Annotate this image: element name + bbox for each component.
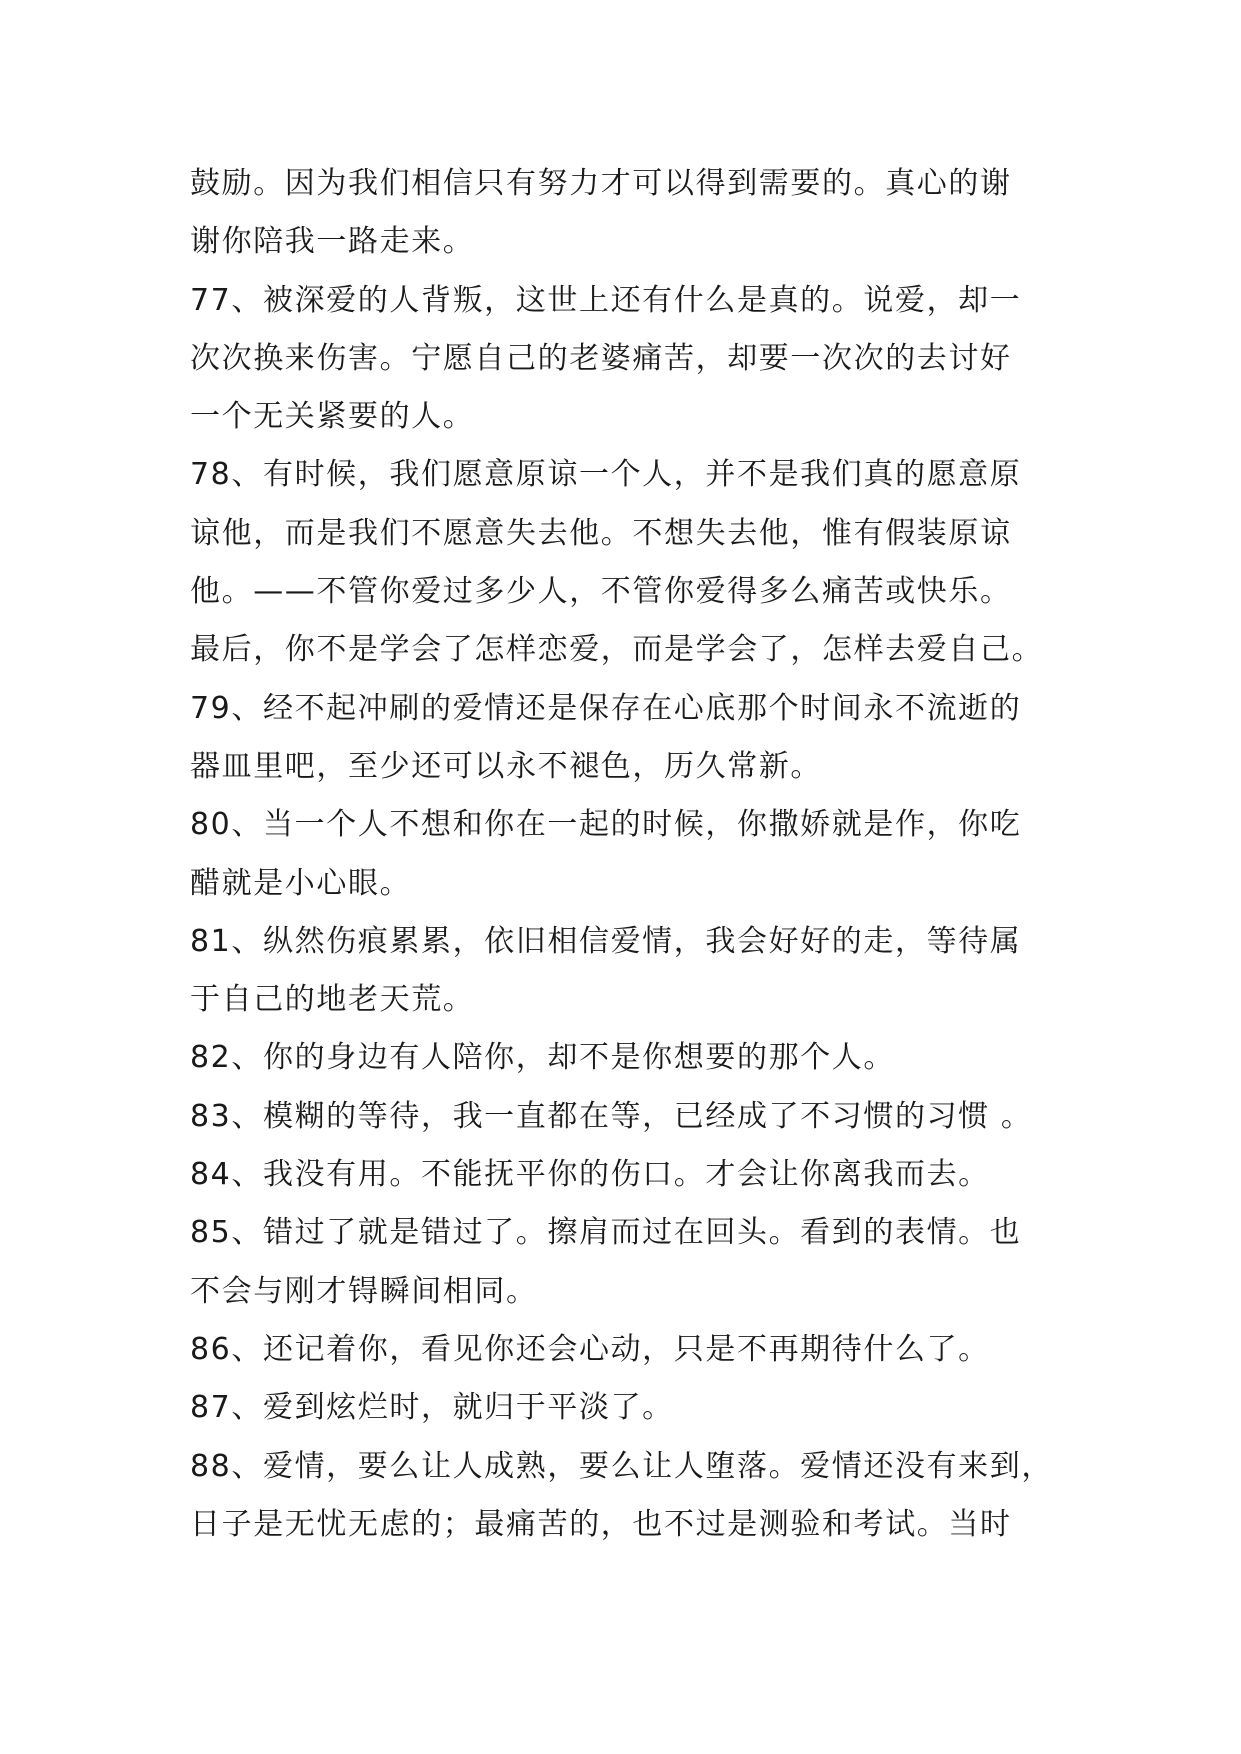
text-line: 他。——不管你爱过多少人，不管你爱得多么痛苦或快乐。 (190, 574, 1012, 610)
text-line: 85、错过了就是错过了。擦肩而过在回头。看到的表情。也 (190, 1215, 1022, 1251)
text-line: 82、你的身边有人陪你，却不是你想要的那个人。 (190, 1040, 895, 1076)
text-line: 次次换来伤害。宁愿自己的老婆痛苦，却要一次次的去讨好 (190, 340, 1012, 376)
text-line: 84、我没有用。不能抚平你的伤口。才会让你离我而去。 (190, 1157, 990, 1193)
text-line: 醋就是小心眼。 (190, 865, 412, 901)
body-text (190, 155, 1070, 1554)
text-line: 87、爱到炫烂时，就归于平淡了。 (190, 1390, 674, 1426)
text-line: 日子是无忧无虑的；最痛苦的，也不过是测验和考试。当时 (190, 1506, 1012, 1542)
text-line: 86、还记着你，看见你还会心动，只是不再期待什么了。 (190, 1331, 990, 1367)
text-line: 于自己的地老天荒。 (190, 982, 475, 1018)
text-line: 鼓励。因为我们相信只有努力才可以得到需要的。真心的谢 (190, 166, 1012, 201)
text-line: 80、当一个人不想和你在一起的时候，你撒娇就是作，你吃 (190, 807, 1022, 843)
text-line: 谢你陪我一路走来。 (190, 224, 475, 260)
text-line: 不会与刚才锝瞬间相同。 (190, 1273, 538, 1309)
text-line: 79、经不起冲刷的爱情还是保存在心底那个时间永不流逝的 (190, 690, 1022, 726)
text-line: 器皿里吧，至少还可以永不褪色，历久常新。 (190, 748, 822, 784)
text-line: 最后，你不是学会了怎样恋爱，而是学会了，怎样去爱自己。 (190, 632, 1044, 668)
text-line: 谅他，而是我们不愿意失去他。不想失去他，惟有假装原谅 (190, 515, 1012, 551)
text-line: 78、有时候，我们愿意原谅一个人，并不是我们真的愿意原 (190, 457, 1022, 493)
text-line: 77、被深爱的人背叛，这世上还有什么是真的。说爱，却一 (190, 282, 1022, 318)
text-line: 83、模糊的等待，我一直都在等，已经成了不习惯的习惯 。 (190, 1098, 1033, 1134)
text-line: 88、爱情，要么让人成熟，要么让人堕落。爱情还没有来到， (190, 1448, 1053, 1484)
text-line: 81、纵然伤痕累累，依旧相信爱情，我会好好的走，等待属 (190, 923, 1022, 959)
text-line: 一个无关紧要的人。 (190, 399, 475, 435)
